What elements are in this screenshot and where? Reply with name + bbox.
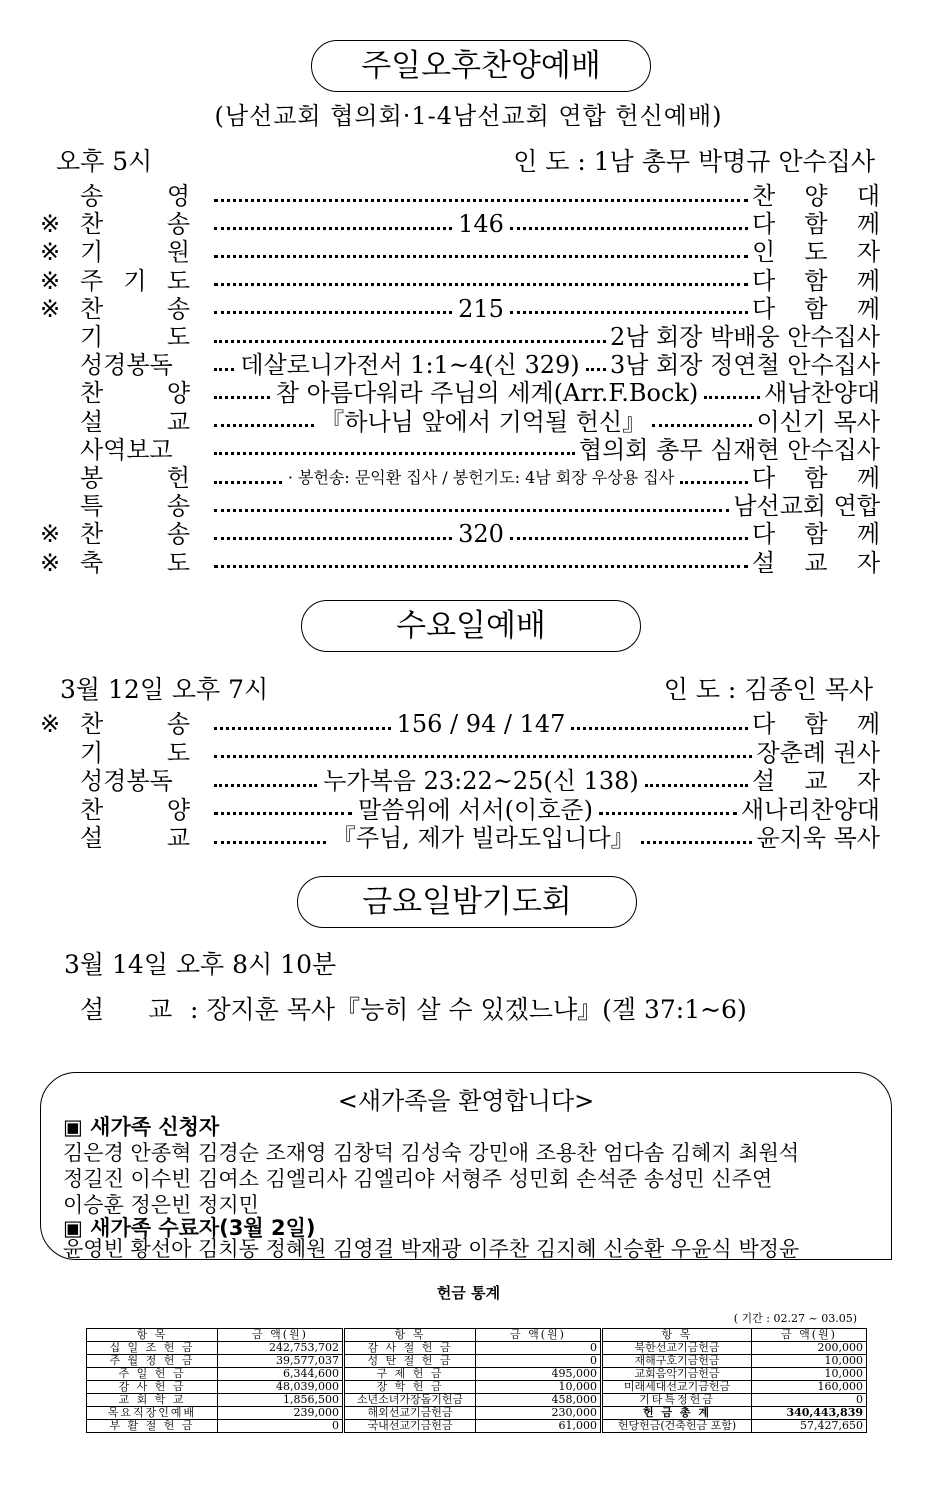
offering-table xyxy=(86,1328,867,1433)
order-person: 다 함 께 xyxy=(752,710,880,738)
order-row xyxy=(40,464,880,492)
order-label: 성경봉독 xyxy=(80,351,173,380)
order-person: 다 함 께 xyxy=(752,520,880,549)
sunday-leader: 인 도 : 1남 총무 박명규 안수집사 xyxy=(513,147,875,176)
offering-amount: 242,753,702 xyxy=(218,1342,344,1355)
order-row xyxy=(40,796,880,824)
applicants-heading: ▣ 새가족 신청자 xyxy=(63,1115,220,1139)
order-label: 찬 송 xyxy=(80,294,190,323)
offering-item: 주 월 정 헌 금 xyxy=(87,1355,218,1368)
order-label: 송 영 xyxy=(80,182,190,210)
order-row xyxy=(40,295,880,323)
offering-item: 주 일 헌 금 xyxy=(87,1368,218,1381)
dot-leader xyxy=(214,520,748,548)
order-label: 축 도 xyxy=(80,548,190,577)
order-detail: · 봉헌송: 문익환 집사 / 봉헌기도: 4남 회장 우상용 집사 xyxy=(287,468,675,487)
required-standing-mark: ※ xyxy=(40,294,61,323)
header-item-3: 항 목 xyxy=(602,1329,752,1342)
header-item-2: 항 목 xyxy=(344,1329,476,1342)
order-row xyxy=(40,739,880,767)
offering-item: 십 일 조 헌 금 xyxy=(87,1342,218,1355)
offering-row xyxy=(87,1394,867,1407)
offering-row xyxy=(87,1355,867,1368)
offering-amount: 57,427,650 xyxy=(752,1420,867,1433)
offering-item: 해외선교기금헌금 xyxy=(344,1407,476,1420)
offering-item: 소년소녀가장돕기헌금 xyxy=(344,1394,476,1407)
dot-leader xyxy=(214,275,748,286)
order-detail: 215 xyxy=(458,294,504,323)
dot-leader xyxy=(214,408,752,436)
dot-leader xyxy=(214,332,606,343)
offering-item: 국내선교기금헌금 xyxy=(344,1420,476,1433)
applicants-line-1: 김은경 안종혁 김경순 조재영 김창덕 김성숙 강민애 조용찬 엄다솜 김혜지 최원석 xyxy=(63,1141,800,1165)
offering-amount: 0 xyxy=(218,1420,344,1433)
order-person: 윤지욱 목사 xyxy=(756,824,880,852)
offering-amount: 48,039,000 xyxy=(218,1381,344,1394)
order-person: 장춘례 권사 xyxy=(756,738,880,767)
order-label: 봉 헌 xyxy=(80,464,190,492)
order-detail: 참 아름다워라 주님의 세계(Arr.F.Bock) xyxy=(275,379,699,408)
dot-leader xyxy=(214,351,606,379)
required-standing-mark: ※ xyxy=(40,520,61,549)
friday-time: 3월 14일 오후 8시 10분 xyxy=(64,950,337,979)
offering-amount: 239,000 xyxy=(218,1407,344,1420)
wednesday-leader: 인 도 : 김종인 목사 xyxy=(663,675,873,704)
order-label: 찬 송 xyxy=(80,710,190,738)
order-person: 새나리찬양대 xyxy=(740,795,880,824)
dot-leader xyxy=(214,767,748,795)
required-standing-mark: ※ xyxy=(40,548,61,577)
dot-leader xyxy=(214,501,729,512)
order-person: 다 함 께 xyxy=(752,464,880,492)
order-person: 설 교 자 xyxy=(752,548,880,577)
order-row xyxy=(40,436,880,464)
order-row xyxy=(40,267,880,295)
order-person: 이신기 목사 xyxy=(756,407,880,436)
order-row xyxy=(40,351,880,379)
offering-amount: 230,000 xyxy=(476,1407,602,1420)
dot-leader xyxy=(214,747,752,758)
offering-item: 교 회 학 교 xyxy=(87,1394,218,1407)
offering-item: 구 제 헌 금 xyxy=(344,1368,476,1381)
order-person: 다 함 께 xyxy=(752,210,880,239)
offering-amount: 0 xyxy=(752,1394,867,1407)
order-label: 특 송 xyxy=(80,492,190,521)
offering-item: 기타특정헌금 xyxy=(602,1394,752,1407)
order-detail: 156 / 94 / 147 xyxy=(396,710,566,738)
offering-row xyxy=(87,1342,867,1355)
order-person: 새남찬양대 xyxy=(764,379,880,408)
order-label: 기 도 xyxy=(80,738,190,767)
order-person: 3남 회장 정연철 안수집사 xyxy=(610,351,880,380)
header-item-1: 항 목 xyxy=(87,1329,218,1342)
order-label: 찬 양 xyxy=(80,379,190,408)
required-standing-mark: ※ xyxy=(40,238,61,267)
order-detail: 말씀위에 서서(이호준) xyxy=(357,795,593,824)
header-amount-2: 금 액(원) xyxy=(476,1329,602,1342)
order-person: 남선교회 연합 xyxy=(733,492,880,521)
order-detail: 『하나님 앞에서 기억될 헌신』 xyxy=(320,407,647,436)
order-row xyxy=(40,520,880,548)
offering-amount: 6,344,600 xyxy=(218,1368,344,1381)
offering-header-row xyxy=(87,1329,867,1342)
order-label: 찬 양 xyxy=(80,795,190,824)
order-label: 설 교 xyxy=(80,824,190,852)
order-label: 주 기 도 xyxy=(80,266,190,295)
order-row xyxy=(40,323,880,351)
sunday-service-title: 주일오후찬양예배 xyxy=(311,40,651,92)
offering-amount: 10,000 xyxy=(476,1381,602,1394)
offering-amount: 61,000 xyxy=(476,1420,602,1433)
order-detail: 데살로니가전서 1:1~4(신 329) xyxy=(240,351,580,380)
welcome-box xyxy=(40,1072,892,1260)
order-row xyxy=(40,238,880,266)
order-detail: 『주님, 제가 빌라도입니다』 xyxy=(331,824,635,852)
order-label: 기 도 xyxy=(80,323,190,351)
offering-item: 부 활 절 헌 금 xyxy=(87,1420,218,1433)
order-person: 인 도 자 xyxy=(752,238,880,267)
order-row xyxy=(40,182,880,210)
friday-service-title: 금요일밤기도회 xyxy=(297,876,637,928)
dot-leader xyxy=(214,379,760,407)
sunday-service-subtitle: (남선교회 협의회·1-4남선교회 연합 헌신예배) xyxy=(214,102,723,130)
completed-heading: ▣ 새가족 수료자(3월 2일) xyxy=(63,1216,316,1240)
dot-leader xyxy=(214,710,748,738)
friday-sermon: : 장지훈 목사『능히 살 수 있겠느냐』(겔 37:1~6) xyxy=(190,995,747,1024)
order-detail: 누가복음 23:22~25(신 138) xyxy=(323,767,639,795)
required-standing-mark: ※ xyxy=(40,210,61,239)
offering-period: ( 기간 : 02.27 ~ 03.05) xyxy=(733,1312,857,1325)
wednesday-time: 3월 12일 오후 7시 xyxy=(60,675,269,704)
dot-leader xyxy=(214,444,575,455)
offering-item: 헌 금 총 계 xyxy=(602,1407,752,1420)
order-label: 설 교 xyxy=(80,407,190,436)
offering-item: 헌당헌금(건축헌금 포함) xyxy=(602,1420,752,1433)
offering-amount: 340,443,839 xyxy=(752,1407,867,1420)
dot-leader xyxy=(214,295,748,323)
order-person: 2남 회장 박배웅 안수집사 xyxy=(610,323,880,351)
order-label: 찬 송 xyxy=(80,210,190,239)
offering-amount: 10,000 xyxy=(752,1368,867,1381)
offering-item: 감 사 헌 금 xyxy=(87,1381,218,1394)
order-row xyxy=(40,824,880,852)
order-label: 사역보고 xyxy=(80,435,173,464)
order-row xyxy=(40,210,880,238)
order-label: 성경봉독 xyxy=(80,767,173,795)
header-amount-3: 금 액(원) xyxy=(752,1329,867,1342)
order-person: 설 교 자 xyxy=(752,767,880,795)
order-label: 찬 송 xyxy=(80,520,190,549)
offering-item: 북한선교기금헌금 xyxy=(602,1342,752,1355)
dot-leader xyxy=(214,557,748,568)
offering-amount: 458,000 xyxy=(476,1394,602,1407)
required-standing-mark: ※ xyxy=(40,266,61,295)
completed-line: 윤영빈 황선아 김치동 정혜원 김영걸 박재광 이주찬 김지혜 신승환 우윤식 박정윤 xyxy=(63,1237,800,1261)
order-person: 찬 양 대 xyxy=(752,182,880,210)
dot-leader xyxy=(214,824,752,852)
offering-amount: 495,000 xyxy=(476,1368,602,1381)
offering-amount: 39,577,037 xyxy=(218,1355,344,1368)
applicants-line-2: 정길진 이수빈 김여소 김엘리사 김엘리야 서형주 성민회 손석준 송성민 신주연 xyxy=(63,1167,773,1191)
offering-row xyxy=(87,1368,867,1381)
offering-item: 재해구호기금헌금 xyxy=(602,1355,752,1368)
offering-row xyxy=(87,1420,867,1433)
dot-leader xyxy=(214,464,748,492)
sunday-time: 오후 5시 xyxy=(56,147,153,176)
order-detail: 146 xyxy=(458,210,504,239)
order-row xyxy=(40,710,880,738)
order-row xyxy=(40,767,880,795)
order-detail: 320 xyxy=(458,520,504,549)
offering-item: 교회음악기금헌금 xyxy=(602,1368,752,1381)
order-label: 기 원 xyxy=(80,238,190,267)
offering-amount: 160,000 xyxy=(752,1381,867,1394)
offering-amount: 0 xyxy=(476,1355,602,1368)
order-row xyxy=(40,549,880,577)
dot-leader xyxy=(214,796,737,824)
offering-item: 성 탄 절 헌 금 xyxy=(344,1355,476,1368)
offering-amount: 1,856,500 xyxy=(218,1394,344,1407)
welcome-title: <새가족을 환영합니다> xyxy=(337,1087,595,1115)
order-row xyxy=(40,492,880,520)
applicants-line-3: 이승훈 정은빈 정지민 xyxy=(63,1193,259,1217)
offering-row xyxy=(87,1407,867,1420)
order-row xyxy=(40,408,880,436)
dot-leader xyxy=(214,210,748,238)
offering-amount: 10,000 xyxy=(752,1355,867,1368)
offering-title: 헌금 통계 xyxy=(436,1284,501,1302)
order-person: 협의회 총무 심재현 안수집사 xyxy=(578,435,880,464)
dot-leader xyxy=(214,247,748,258)
order-person: 다 함 께 xyxy=(752,294,880,323)
required-standing-mark: ※ xyxy=(40,710,61,738)
offering-item: 장 학 헌 금 xyxy=(344,1381,476,1394)
order-row xyxy=(40,379,880,407)
friday-sermon-label: 설 교 xyxy=(80,995,173,1024)
order-person: 다 함 께 xyxy=(752,266,880,295)
offering-item: 미래세대선교기금헌금 xyxy=(602,1381,752,1394)
offering-row xyxy=(87,1381,867,1394)
offering-amount: 200,000 xyxy=(752,1342,867,1355)
offering-item: 목요직장인예배 xyxy=(87,1407,218,1420)
header-amount-1: 금 액(원) xyxy=(218,1329,344,1342)
dot-leader xyxy=(214,191,748,202)
offering-item: 감 사 절 헌 금 xyxy=(344,1342,476,1355)
wednesday-service-title: 수요일예배 xyxy=(301,600,641,652)
offering-amount: 0 xyxy=(476,1342,602,1355)
